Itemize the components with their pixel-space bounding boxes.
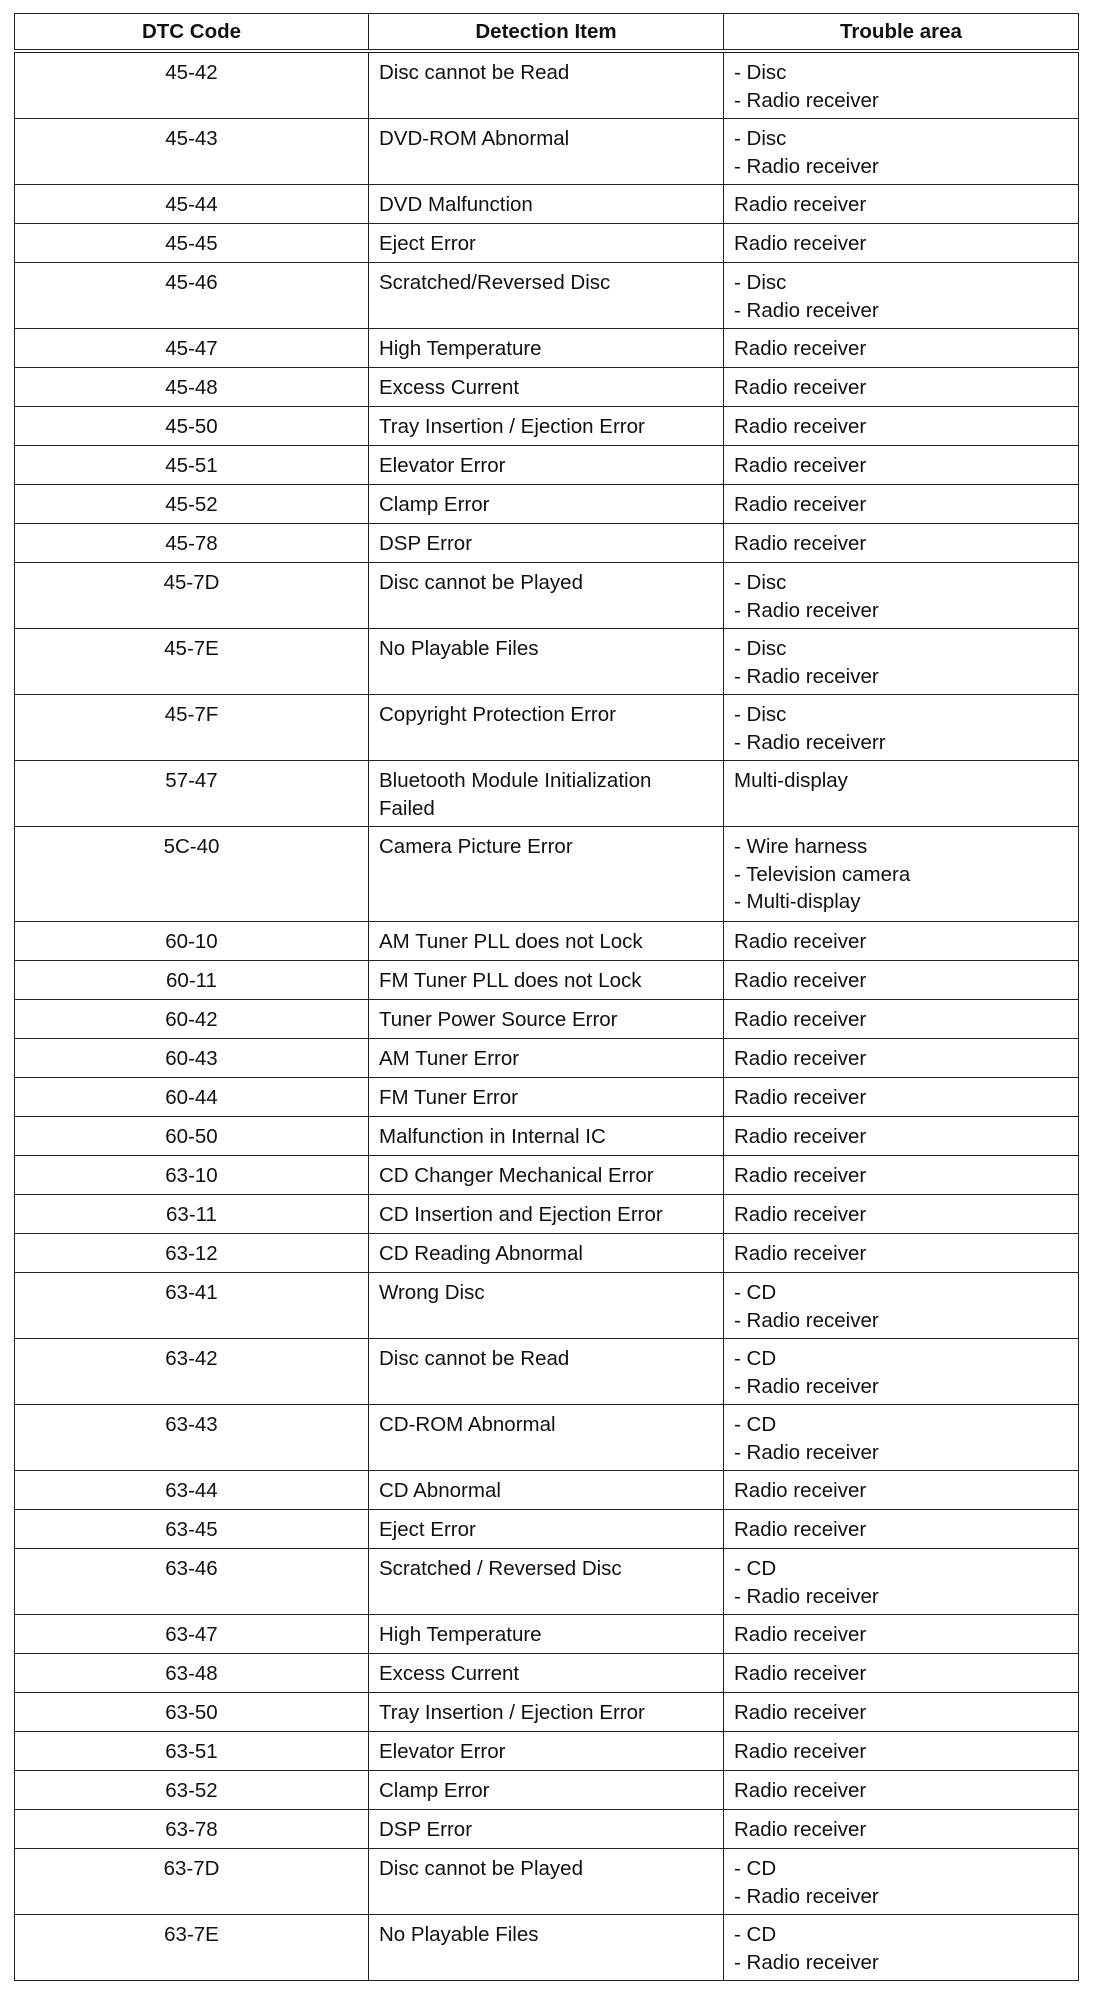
detection-item-text: Malfunction in Internal IC xyxy=(379,1125,606,1148)
detection-item-text: Wrong Disc xyxy=(379,1281,485,1304)
dtc-code-cell: 45-47 xyxy=(15,329,369,368)
detection-item-cell xyxy=(369,1117,724,1156)
detection-item-text: Copyright Protection Error xyxy=(379,703,616,726)
dtc-code-cell: 63-50 xyxy=(15,1693,369,1732)
detection-item-cell xyxy=(369,329,724,368)
dtc-code-cell: 45-52 xyxy=(15,485,369,524)
table-row xyxy=(15,1195,1079,1234)
detection-item-cell xyxy=(369,1693,724,1732)
dtc-code-cell: 45-48 xyxy=(15,368,369,407)
trouble-area-text: - Multi-display xyxy=(734,890,861,913)
trouble-area-text: - CD xyxy=(734,1923,777,1946)
dtc-code-cell: 45-45 xyxy=(15,224,369,263)
detection-item-cell xyxy=(369,485,724,524)
trouble-area-text: - CD xyxy=(734,1557,777,1580)
detection-item-cell xyxy=(369,1471,724,1510)
detection-item-text: CD Insertion and Ejection Error xyxy=(379,1203,663,1226)
detection-item-cell xyxy=(369,1915,724,1981)
detection-item-cell xyxy=(369,407,724,446)
table-row xyxy=(15,1810,1079,1849)
trouble-area-text: Radio receiver xyxy=(734,1623,867,1646)
detection-item-text: AM Tuner Error xyxy=(379,1047,520,1070)
trouble-area-cell xyxy=(724,563,1079,629)
dtc-code-cell: 63-51 xyxy=(15,1732,369,1771)
table-row xyxy=(15,1339,1079,1405)
detection-item-text: No Playable Files xyxy=(379,637,539,660)
detection-item-cell xyxy=(369,961,724,1000)
dtc-code-cell: 63-10 xyxy=(15,1156,369,1195)
table-row xyxy=(15,922,1079,961)
trouble-area-text: Radio receiver xyxy=(734,1662,867,1685)
header-trouble-area: Trouble area xyxy=(724,14,1079,52)
trouble-area-text: - Television camera xyxy=(734,862,911,886)
trouble-area-cell xyxy=(724,263,1079,329)
table-row xyxy=(15,961,1079,1000)
trouble-area-text: Radio receiver xyxy=(734,1086,867,1109)
table-row xyxy=(15,1732,1079,1771)
trouble-area-text: - Wire harness xyxy=(734,835,868,858)
trouble-area-cell xyxy=(724,827,1079,922)
detection-item-cell xyxy=(369,1195,724,1234)
dtc-code-cell: 63-12 xyxy=(15,1234,369,1273)
detection-item-cell xyxy=(369,1810,724,1849)
trouble-area-cell xyxy=(724,1471,1079,1510)
detection-item-text: Disc cannot be Read xyxy=(379,61,570,84)
dtc-code-cell: 63-43 xyxy=(15,1405,369,1471)
trouble-area-cell xyxy=(724,224,1079,263)
detection-item-text: Excess Current xyxy=(379,1662,520,1685)
trouble-area-text: - Disc xyxy=(734,703,787,726)
table-row xyxy=(15,1471,1079,1510)
trouble-area-cell xyxy=(724,1732,1079,1771)
detection-item-cell xyxy=(369,263,724,329)
table-row xyxy=(15,1915,1079,1981)
detection-item-cell xyxy=(369,1156,724,1195)
dtc-code-cell: 63-45 xyxy=(15,1510,369,1549)
detection-item-cell xyxy=(369,524,724,563)
table-row xyxy=(15,485,1079,524)
trouble-area-text: Radio receiver xyxy=(734,969,867,992)
trouble-area-text: Radio receiver xyxy=(734,193,867,216)
trouble-area-cell xyxy=(724,1339,1079,1405)
detection-item-cell xyxy=(369,1654,724,1693)
detection-item-text: High Temperature xyxy=(379,337,542,360)
trouble-area-cell xyxy=(724,1510,1079,1549)
detection-item-cell xyxy=(369,1549,724,1615)
table-row xyxy=(15,1039,1079,1078)
detection-item-text: Excess Current xyxy=(379,376,520,399)
table-row xyxy=(15,119,1079,185)
detection-item-text: Disc cannot be Played xyxy=(379,571,583,594)
table-header xyxy=(15,14,1079,52)
trouble-area-cell xyxy=(724,1234,1079,1273)
trouble-area-text: Radio receiver xyxy=(734,1701,867,1724)
trouble-area-cell xyxy=(724,185,1079,224)
trouble-area-cell xyxy=(724,368,1079,407)
trouble-area-text: - Radio receiver xyxy=(734,598,879,622)
detection-item-cell xyxy=(369,1771,724,1810)
trouble-area-cell xyxy=(724,1849,1079,1915)
trouble-area-text: Radio receiver xyxy=(734,232,867,255)
trouble-area-text: Radio receiver xyxy=(734,1518,867,1541)
trouble-area-text: Radio receiver xyxy=(734,1008,867,1031)
table-row xyxy=(15,1234,1079,1273)
table-row xyxy=(15,761,1079,827)
table-row xyxy=(15,524,1079,563)
detection-item-text: Tray Insertion / Ejection Error xyxy=(379,1701,645,1724)
table-row xyxy=(15,1405,1079,1471)
trouble-area-cell xyxy=(724,1195,1079,1234)
trouble-area-cell xyxy=(724,1915,1079,1981)
detection-item-text: CD Changer Mechanical Error xyxy=(379,1164,654,1187)
dtc-code-cell: 63-44 xyxy=(15,1471,369,1510)
detection-item-cell xyxy=(369,119,724,185)
detection-item-text: No Playable Files xyxy=(379,1923,539,1946)
table-row xyxy=(15,1117,1079,1156)
detection-item-cell xyxy=(369,695,724,761)
dtc-code-cell: 63-11 xyxy=(15,1195,369,1234)
trouble-area-text: - Radio receiver xyxy=(734,1884,879,1908)
trouble-area-cell xyxy=(724,629,1079,695)
dtc-code-cell: 60-11 xyxy=(15,961,369,1000)
trouble-area-text: - Radio receiver xyxy=(734,298,879,322)
table-row xyxy=(15,185,1079,224)
detection-item-text: DSP Error xyxy=(379,532,473,555)
trouble-area-cell xyxy=(724,1078,1079,1117)
trouble-area-text: - Radio receiver xyxy=(734,1584,879,1608)
detection-item-cell xyxy=(369,827,724,922)
header-detection-item: Detection Item xyxy=(369,14,724,52)
table-row xyxy=(15,1771,1079,1810)
header-row xyxy=(15,14,1079,52)
trouble-area-text: Radio receiver xyxy=(734,376,867,399)
trouble-area-cell xyxy=(724,1117,1079,1156)
dtc-table-sheet xyxy=(14,13,1078,1981)
trouble-area-text: - Disc xyxy=(734,637,787,660)
dtc-code-cell: 63-46 xyxy=(15,1549,369,1615)
trouble-area-cell xyxy=(724,961,1079,1000)
trouble-area-text: - CD xyxy=(734,1413,777,1436)
trouble-area-text: - Radio receiver xyxy=(734,1440,879,1464)
table-row xyxy=(15,1549,1079,1615)
dtc-code-cell: 60-10 xyxy=(15,922,369,961)
trouble-area-text: Radio receiver xyxy=(734,1242,867,1265)
detection-item-cell xyxy=(369,1849,724,1915)
detection-item-text: Tuner Power Source Error xyxy=(379,1008,618,1031)
dtc-code-cell: 57-47 xyxy=(15,761,369,827)
detection-item-cell xyxy=(369,1234,724,1273)
table-row xyxy=(15,51,1079,119)
trouble-area-text: - CD xyxy=(734,1281,777,1304)
trouble-area-text: Radio receiver xyxy=(734,532,867,555)
trouble-area-text: - Disc xyxy=(734,271,787,294)
table-row xyxy=(15,563,1079,629)
dtc-code-cell: 60-42 xyxy=(15,1000,369,1039)
detection-item-text: Disc cannot be Read xyxy=(379,1347,570,1370)
table-row xyxy=(15,224,1079,263)
trouble-area-text: - CD xyxy=(734,1857,777,1880)
trouble-area-text: Radio receiver xyxy=(734,415,867,438)
detection-item-text: DVD-ROM Abnormal xyxy=(379,127,570,150)
table-row xyxy=(15,329,1079,368)
trouble-area-text: - Radio receiver xyxy=(734,664,879,688)
detection-item-text: High Temperature xyxy=(379,1623,542,1646)
dtc-code-cell: 63-47 xyxy=(15,1615,369,1654)
dtc-code-cell: 63-78 xyxy=(15,1810,369,1849)
table-row xyxy=(15,1615,1079,1654)
dtc-code-cell: 45-7F xyxy=(15,695,369,761)
detection-item-cell xyxy=(369,51,724,119)
table-row xyxy=(15,827,1079,922)
detection-item-text: Clamp Error xyxy=(379,493,490,516)
trouble-area-cell xyxy=(724,485,1079,524)
detection-item-cell xyxy=(369,629,724,695)
table-row xyxy=(15,407,1079,446)
detection-item-text: AM Tuner PLL does not Lock xyxy=(379,930,643,953)
trouble-area-text: - Radio receiver xyxy=(734,88,879,112)
dtc-code-cell: 63-7E xyxy=(15,1915,369,1981)
detection-item-cell xyxy=(369,761,724,827)
detection-item-text: Disc cannot be Played xyxy=(379,1857,583,1880)
trouble-area-cell xyxy=(724,1000,1079,1039)
table-row xyxy=(15,629,1079,695)
detection-item-cell xyxy=(369,922,724,961)
detection-item-cell xyxy=(369,1732,724,1771)
trouble-area-cell xyxy=(724,1156,1079,1195)
trouble-area-text: - CD xyxy=(734,1347,777,1370)
trouble-area-text: Radio receiver xyxy=(734,930,867,953)
trouble-area-text: Multi-display xyxy=(734,769,848,792)
trouble-area-text: - Radio receiver xyxy=(734,1308,879,1332)
trouble-area-text: Radio receiver xyxy=(734,1740,867,1763)
detection-item-text: CD Reading Abnormal xyxy=(379,1242,583,1265)
detection-item-text: Elevator Error xyxy=(379,1740,506,1763)
detection-item-cell xyxy=(369,1339,724,1405)
detection-item-cell xyxy=(369,1078,724,1117)
detection-item-cell xyxy=(369,1039,724,1078)
trouble-area-cell xyxy=(724,1549,1079,1615)
dtc-code-cell: 63-48 xyxy=(15,1654,369,1693)
detection-item-text: Scratched/Reversed Disc xyxy=(379,271,611,294)
detection-item-text: Camera Picture Error xyxy=(379,835,573,858)
detection-item-cell xyxy=(369,1510,724,1549)
trouble-area-cell xyxy=(724,695,1079,761)
trouble-area-text: Radio receiver xyxy=(734,493,867,516)
detection-item-text: Eject Error xyxy=(379,1518,476,1541)
dtc-code-cell: 63-41 xyxy=(15,1273,369,1339)
table-body xyxy=(15,51,1079,1981)
trouble-area-text: Radio receiver xyxy=(734,1164,867,1187)
trouble-area-cell xyxy=(724,1810,1079,1849)
trouble-area-text: Radio receiver xyxy=(734,1479,867,1502)
table-row xyxy=(15,1510,1079,1549)
dtc-code-cell: 45-44 xyxy=(15,185,369,224)
trouble-area-text: - Disc xyxy=(734,571,787,594)
detection-item-cell xyxy=(369,446,724,485)
dtc-code-cell: 60-44 xyxy=(15,1078,369,1117)
detection-item-text: Scratched / Reversed Disc xyxy=(379,1557,622,1580)
trouble-area-cell xyxy=(724,407,1079,446)
trouble-area-text: - Radio receiver xyxy=(734,1950,879,1974)
table-row xyxy=(15,1654,1079,1693)
dtc-code-cell: 45-78 xyxy=(15,524,369,563)
detection-item-text: Tray Insertion / Ejection Error xyxy=(379,415,645,438)
dtc-code-cell: 45-50 xyxy=(15,407,369,446)
trouble-area-cell xyxy=(724,1039,1079,1078)
detection-item-text: DSP Error xyxy=(379,1818,473,1841)
detection-item-text: FM Tuner Error xyxy=(379,1086,518,1109)
dtc-code-cell: 45-42 xyxy=(15,51,369,119)
detection-item-text: CD Abnormal xyxy=(379,1479,501,1502)
trouble-area-text: Radio receiver xyxy=(734,1047,867,1070)
detection-item-text: FM Tuner PLL does not Lock xyxy=(379,969,642,992)
trouble-area-cell xyxy=(724,922,1079,961)
dtc-code-cell: 45-7E xyxy=(15,629,369,695)
detection-item-cell xyxy=(369,1273,724,1339)
detection-item-cell xyxy=(369,1000,724,1039)
trouble-area-text: - Radio receiver xyxy=(734,1374,879,1398)
detection-item-cell xyxy=(369,368,724,407)
dtc-code-cell: 5C-40 xyxy=(15,827,369,922)
detection-item-text: Clamp Error xyxy=(379,1779,490,1802)
dtc-code-cell: 45-43 xyxy=(15,119,369,185)
trouble-area-cell xyxy=(724,1615,1079,1654)
dtc-code-cell: 45-51 xyxy=(15,446,369,485)
trouble-area-cell xyxy=(724,119,1079,185)
dtc-code-cell: 60-43 xyxy=(15,1039,369,1078)
table-row xyxy=(15,695,1079,761)
detection-item-text: Failed xyxy=(379,796,435,820)
detection-item-text: Bluetooth Module Initialization xyxy=(379,769,652,792)
table-row xyxy=(15,1693,1079,1732)
detection-item-text: DVD Malfunction xyxy=(379,193,533,216)
detection-item-cell xyxy=(369,185,724,224)
trouble-area-cell xyxy=(724,1273,1079,1339)
trouble-area-cell xyxy=(724,761,1079,827)
trouble-area-cell xyxy=(724,51,1079,119)
detection-item-cell xyxy=(369,1405,724,1471)
trouble-area-cell xyxy=(724,1771,1079,1810)
trouble-area-text: Radio receiver xyxy=(734,454,867,477)
dtc-table xyxy=(14,13,1079,1981)
detection-item-cell xyxy=(369,224,724,263)
dtc-code-cell: 45-7D xyxy=(15,563,369,629)
dtc-code-cell: 63-7D xyxy=(15,1849,369,1915)
detection-item-text: Elevator Error xyxy=(379,454,506,477)
trouble-area-text: - Disc xyxy=(734,61,787,84)
detection-item-text: Eject Error xyxy=(379,232,476,255)
trouble-area-cell xyxy=(724,1654,1079,1693)
dtc-code-cell: 45-46 xyxy=(15,263,369,329)
trouble-area-text: Radio receiver xyxy=(734,1125,867,1148)
trouble-area-text: Radio receiver xyxy=(734,1203,867,1226)
trouble-area-text: Radio receiver xyxy=(734,337,867,360)
header-dtc-code: DTC Code xyxy=(15,14,369,52)
table-row xyxy=(15,1849,1079,1915)
table-row xyxy=(15,1078,1079,1117)
trouble-area-cell xyxy=(724,446,1079,485)
table-row xyxy=(15,1273,1079,1339)
trouble-area-cell xyxy=(724,524,1079,563)
trouble-area-text: - Radio receiverr xyxy=(734,730,886,754)
dtc-code-cell: 60-50 xyxy=(15,1117,369,1156)
dtc-code-cell: 63-42 xyxy=(15,1339,369,1405)
trouble-area-cell xyxy=(724,1405,1079,1471)
trouble-area-cell xyxy=(724,1693,1079,1732)
table-row xyxy=(15,368,1079,407)
detection-item-cell xyxy=(369,563,724,629)
table-row xyxy=(15,446,1079,485)
table-row xyxy=(15,1000,1079,1039)
table-row xyxy=(15,263,1079,329)
detection-item-cell xyxy=(369,1615,724,1654)
table-row xyxy=(15,1156,1079,1195)
detection-item-text: CD-ROM Abnormal xyxy=(379,1413,556,1436)
trouble-area-text: Radio receiver xyxy=(734,1779,867,1802)
trouble-area-text: - Disc xyxy=(734,127,787,150)
trouble-area-cell xyxy=(724,329,1079,368)
trouble-area-text: - Radio receiver xyxy=(734,154,879,178)
dtc-code-cell: 63-52 xyxy=(15,1771,369,1810)
trouble-area-text: Radio receiver xyxy=(734,1818,867,1841)
